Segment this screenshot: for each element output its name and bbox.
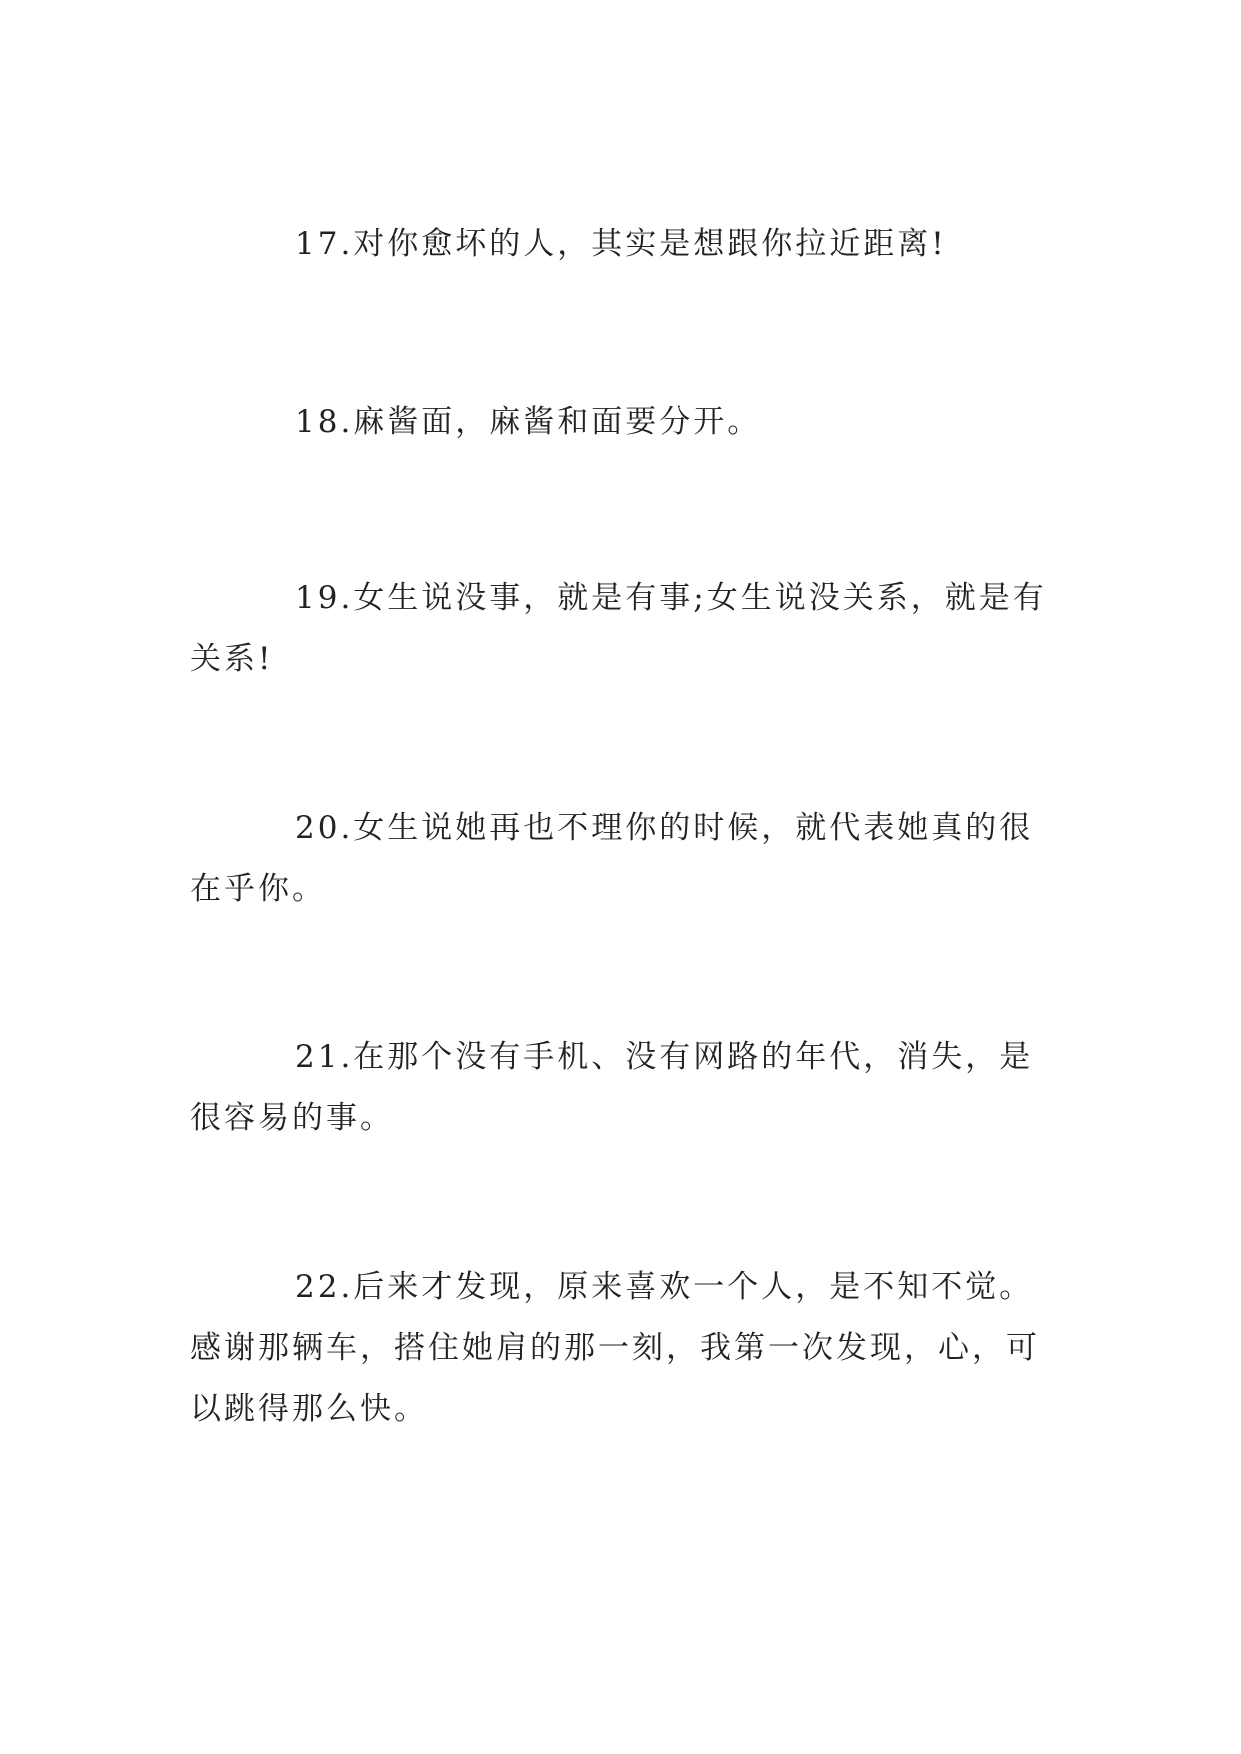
paragraph-17: 17.对你愈坏的人，其实是想跟你拉近距离!	[295, 226, 947, 262]
paragraph-21: 21.在那个没有手机、没有网路的年代，消失，是很容易的事。	[190, 1039, 1034, 1136]
paragraph-20: 20.女生说她再也不理你的时候，就代表她真的很在乎你。	[190, 810, 1034, 907]
paragraph-19: 19.女生说没事，就是有事;女生说没关系，就是有关系!	[190, 580, 1047, 677]
paragraph-18: 18.麻酱面，麻酱和面要分开。	[295, 404, 762, 440]
paragraph-22: 22.后来才发现，原来喜欢一个人，是不知不觉。感谢那辆车，搭住她肩的那一刻，我第一次发现，心，可以跳得那么快。	[190, 1269, 1040, 1427]
